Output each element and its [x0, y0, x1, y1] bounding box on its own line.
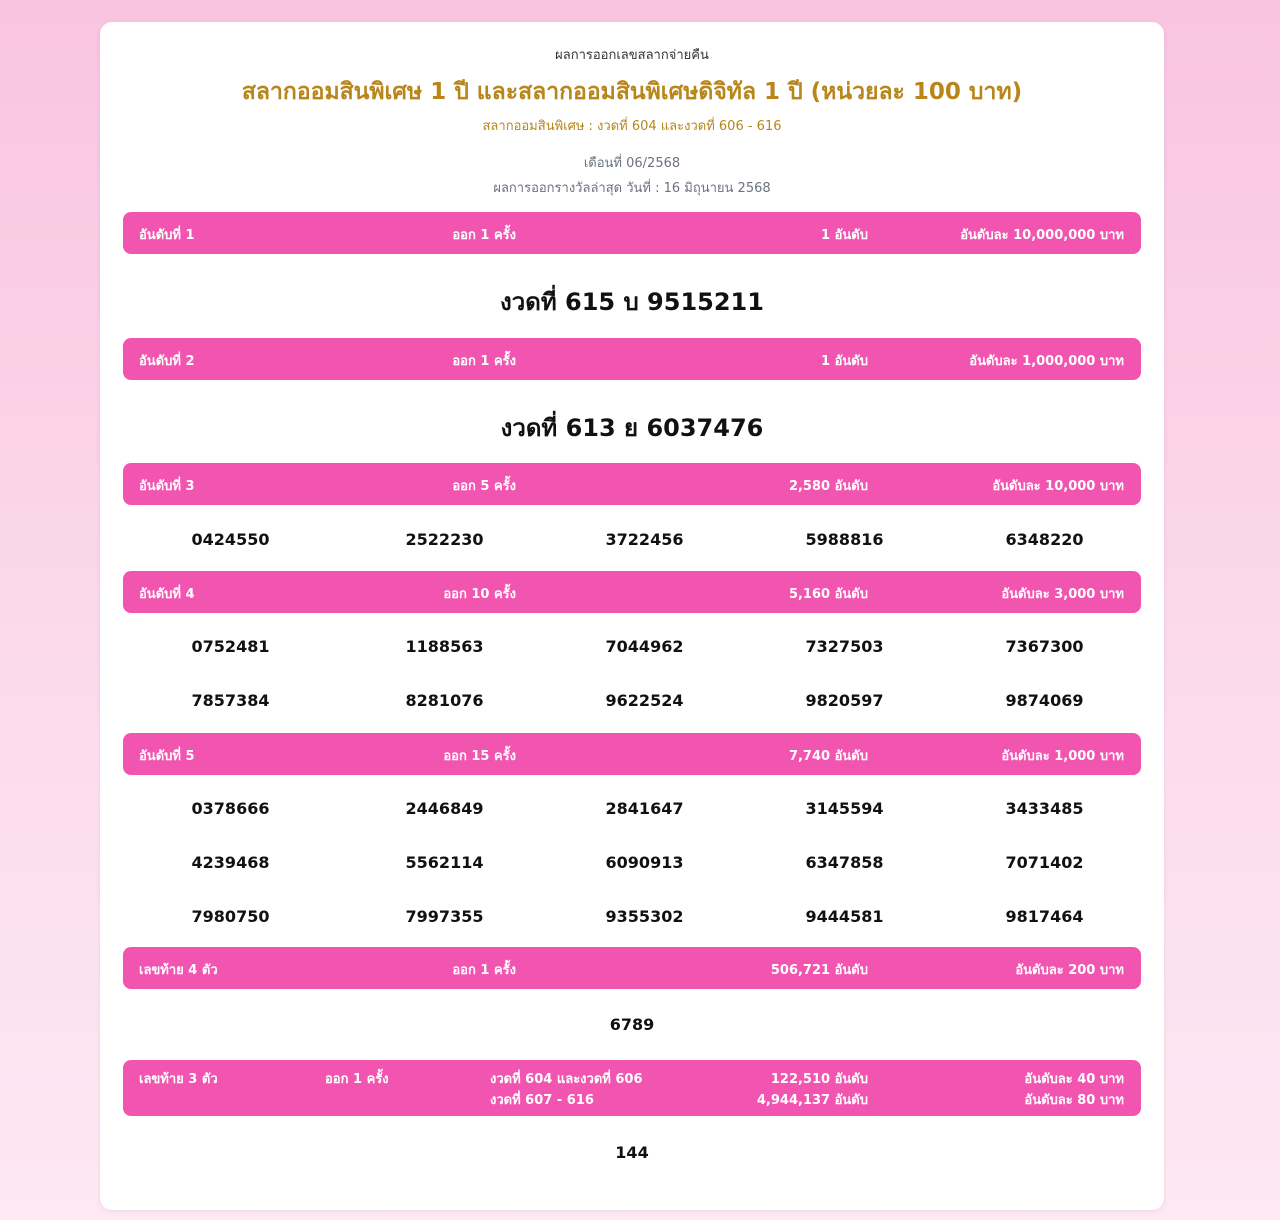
winning-number: 9817464: [1005, 906, 1084, 926]
winning-number: 7071402: [1005, 852, 1084, 872]
winning-number: 4239468: [191, 852, 270, 872]
prize-count: 2,580 อันดับ: [788, 479, 868, 494]
prize-amount-a: อันดับละ 40 บาท: [1024, 1072, 1124, 1087]
results-card: [100, 22, 1164, 1210]
winning-number: 6348220: [1005, 529, 1084, 549]
page-subtitle: สลากออมสินพิเศษ : งวดที่ 604 และงวดที่ 606 - 616: [482, 119, 782, 134]
prize-3-numbers: [123, 512, 1141, 566]
prize-count: 1 อันดับ: [821, 354, 868, 369]
winning-number: 0752481: [191, 636, 270, 656]
prize-draws: ออก 1 ครั้ง: [452, 354, 516, 369]
winning-number: 9622524: [605, 690, 684, 710]
winning-number: 7980750: [191, 906, 270, 926]
last3-number: 144: [615, 1143, 649, 1162]
winning-number: 7857384: [191, 690, 270, 710]
prize-draws: ออก 5 ครั้ง: [452, 479, 516, 494]
prize-draws: ออก 15 ครั้ง: [443, 749, 516, 764]
prize-draws: ออก 1 ครั้ง: [325, 1072, 389, 1087]
number-row: [123, 781, 1141, 835]
prize-amount: อันดับละ 1,000 บาท: [1001, 749, 1124, 764]
page-kicker: ผลการออกเลขสลากจ่ายคืน: [555, 48, 709, 63]
prize-amount: อันดับละ 3,000 บาท: [1001, 587, 1124, 602]
prize-4-numbers: [123, 619, 1141, 727]
prize-1-header: [123, 212, 1141, 254]
prize-amount: อันดับละ 1,000,000 บาท: [969, 354, 1124, 369]
prize-count: 5,160 อันดับ: [788, 587, 868, 602]
winning-number: 6090913: [605, 852, 684, 872]
winning-number: 9355302: [605, 906, 684, 926]
number-row: [123, 889, 1141, 943]
prize-draws: ออก 10 ครั้ง: [443, 587, 516, 602]
winning-number: 5562114: [405, 852, 484, 872]
winning-number: 9444581: [805, 906, 884, 926]
prize-period-a: งวดที่ 604 และงวดที่ 606: [490, 1072, 643, 1087]
winning-number: 0424550: [191, 529, 270, 549]
number-row: [123, 512, 1141, 566]
winning-number: 7997355: [405, 906, 484, 926]
prize-5-header: [123, 733, 1141, 775]
winning-number: 3722456: [605, 529, 684, 549]
prize-rank: อันดับที่ 5: [139, 749, 195, 764]
prize-draws: ออก 1 ครั้ง: [452, 963, 516, 978]
winning-number: 7327503: [805, 636, 884, 656]
last3-header: [123, 1060, 1141, 1116]
winning-number: 2841647: [605, 798, 684, 818]
prize-rank: เลขท้าย 3 ตัว: [139, 1072, 218, 1087]
winning-number: 1188563: [405, 636, 484, 656]
prize-period-b: งวดที่ 607 - 616: [490, 1093, 594, 1108]
winning-number: 9874069: [1005, 690, 1084, 710]
prize-count: 7,740 อันดับ: [788, 749, 868, 764]
prize-2-number: งวดที่ 613 ย 6037476: [500, 414, 764, 442]
winning-number: 5988816: [805, 529, 884, 549]
winning-number: 2522230: [405, 529, 484, 549]
prize-amount: อันดับละ 200 บาท: [1015, 963, 1124, 978]
prize-rank: เลขท้าย 4 ตัว: [139, 963, 218, 978]
prize-rank: อันดับที่ 4: [139, 587, 195, 602]
winning-number: 2446849: [405, 798, 484, 818]
winning-number: 3433485: [1005, 798, 1084, 818]
prize-count-b: 4,944,137 อันดับ: [756, 1093, 868, 1108]
winning-number: 3145594: [805, 798, 884, 818]
prize-rank: อันดับที่ 2: [139, 354, 195, 369]
prize-3-header: [123, 463, 1141, 505]
prize-count: 1 อันดับ: [821, 228, 868, 243]
prize-2-header: [123, 338, 1141, 380]
winning-number: 9820597: [805, 690, 884, 710]
page-title: สลากออมสินพิเศษ 1 ปี และสลากออมสินพิเศษดิจิทัล 1 ปี (หน่วยละ 100 บาท): [241, 79, 1023, 105]
number-row: [123, 835, 1141, 889]
draw-month: เดือนที่ 06/2568: [583, 156, 681, 171]
number-row: [123, 673, 1141, 727]
winning-number: 0378666: [191, 798, 270, 818]
winning-number: 8281076: [405, 690, 484, 710]
draw-date: ผลการออกรางวัลล่าสุด วันที่ : 16 มิถุนายน 2568: [493, 181, 771, 196]
prize-count: 506,721 อันดับ: [770, 963, 868, 978]
prize-amount: อันดับละ 10,000,000 บาท: [960, 228, 1124, 243]
prize-rank: อันดับที่ 3: [139, 479, 195, 494]
last4-number: 6789: [609, 1015, 655, 1034]
prize-draws: ออก 1 ครั้ง: [452, 228, 516, 243]
prize-amount-b: อันดับละ 80 บาท: [1024, 1093, 1124, 1108]
winning-number: 7044962: [605, 636, 684, 656]
number-row: [123, 619, 1141, 673]
winning-number: 7367300: [1005, 636, 1084, 656]
prize-4-header: [123, 571, 1141, 613]
prize-count-a: 122,510 อันดับ: [770, 1072, 868, 1087]
prize-rank: อันดับที่ 1: [139, 228, 195, 243]
winning-number: 6347858: [805, 852, 884, 872]
prize-5-numbers: [123, 781, 1141, 943]
last4-header: [123, 947, 1141, 989]
prize-1-number: งวดที่ 615 บ 9515211: [500, 288, 764, 316]
prize-amount: อันดับละ 10,000 บาท: [992, 479, 1124, 494]
